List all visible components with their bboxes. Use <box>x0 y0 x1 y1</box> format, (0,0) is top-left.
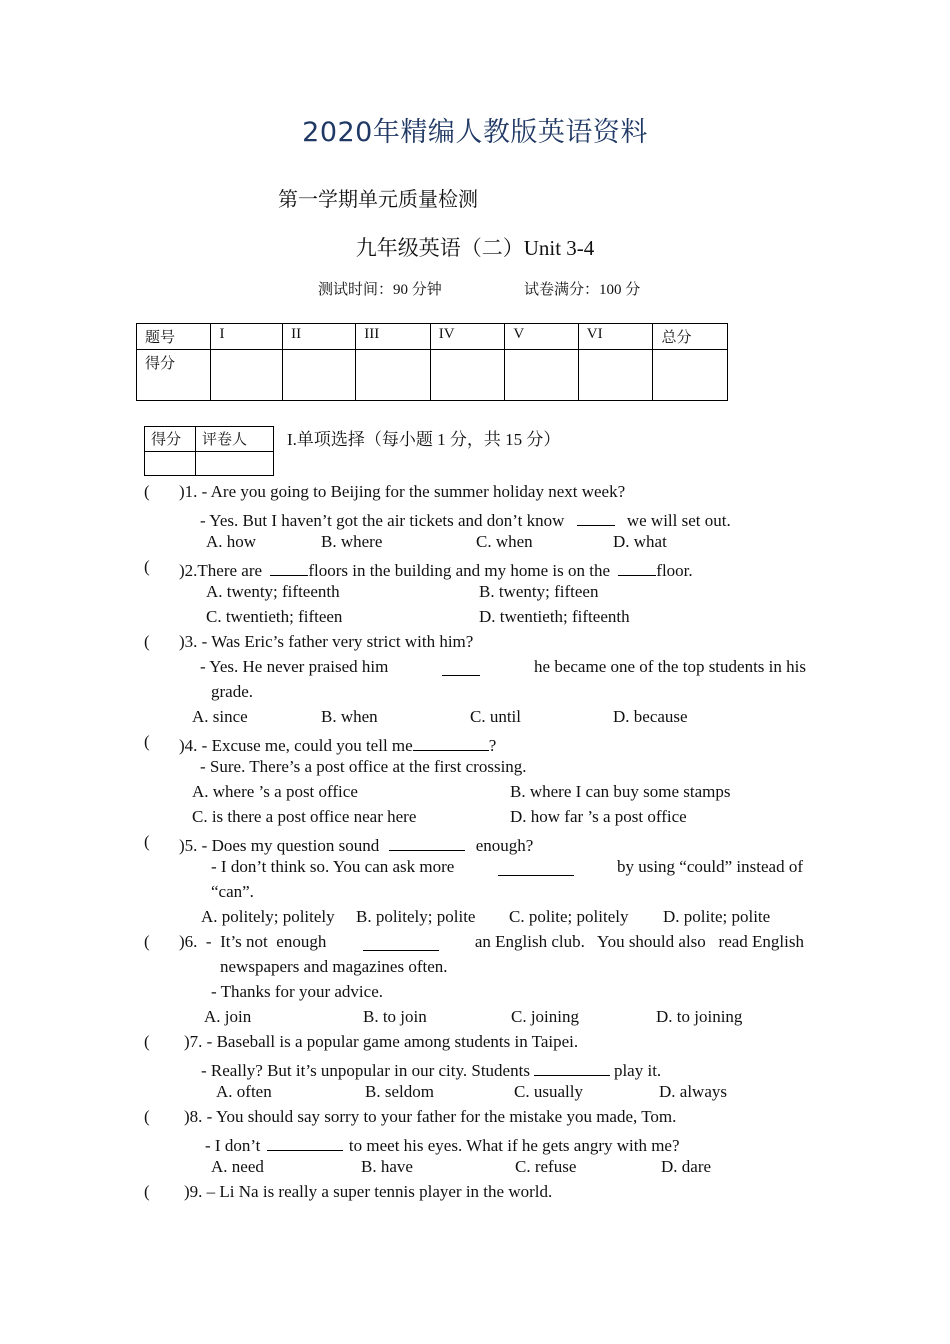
score-header-cell: VI <box>578 324 653 350</box>
q4-stem-a: )4. - Excuse me, could you tell me <box>179 736 413 755</box>
answer-paren: ( <box>144 932 150 951</box>
q1-option-b: B. where <box>321 532 383 551</box>
q5-option-c: C. polite; politely <box>509 907 629 926</box>
score-cell <box>653 350 728 401</box>
q5-stem <box>179 832 533 856</box>
q5-reply-c: “can”. <box>211 882 254 901</box>
answer-paren: ( <box>144 1182 150 1201</box>
score-table <box>136 323 728 401</box>
q2-option-d: D. twentieth; fifteenth <box>479 607 630 626</box>
q7-reply <box>201 1057 661 1081</box>
score-header-cell: IV <box>430 324 505 350</box>
q2-option-a: A. twenty; fifteenth <box>206 582 340 601</box>
q1-reply <box>200 507 731 531</box>
page-banner: 2020年精编人教版英语资料 <box>302 117 648 148</box>
q3-option-d: D. because <box>613 707 688 726</box>
q6-stem-c: newspapers and magazines often. <box>220 957 448 976</box>
score-cell <box>578 350 653 401</box>
q4-stem <box>179 732 496 756</box>
exam-title: 九年级英语（二）Unit 3-4 <box>355 236 595 260</box>
q2-option-b: B. twenty; fifteen <box>479 582 599 601</box>
q6-option-d: D. to joining <box>656 1007 743 1026</box>
q5-blank-2[interactable] <box>498 857 574 876</box>
q8-reply-b: to meet his eyes. What if he gets angry with me? <box>348 1136 680 1155</box>
score-cell <box>430 350 505 401</box>
q5-stem-a: )5. - Does my question sound <box>179 836 380 855</box>
q4-option-d: D. how far ’s a post office <box>510 807 687 826</box>
q8-stem: )8. - You should say sorry to your father for the mistake you made, Tom. <box>184 1107 677 1126</box>
q1-stem: )1. - Are you going to Beijing for the summer holiday next week? <box>179 482 626 501</box>
q6-stem <box>179 932 804 952</box>
q5-stem-b: enough? <box>475 836 534 855</box>
q8-option-d: D. dare <box>661 1157 712 1176</box>
q3-stem: )3. - Was Eric’s father very strict with him? <box>179 632 474 651</box>
q8-option-a: A. need <box>211 1157 264 1176</box>
exam-full-score: 试卷满分：100 分 <box>524 282 641 298</box>
q4-stem-b: ? <box>488 736 497 755</box>
grader-table <box>144 426 274 476</box>
q5-reply-b: by using “could” instead of <box>616 857 803 876</box>
q7-stem: )7. - Baseball is a popular game among students in Taipei. <box>184 1032 579 1051</box>
q2-blank-1[interactable] <box>270 557 308 576</box>
score-header-cell: I <box>211 324 283 350</box>
q2-stem-b: floors in the building and my home is on the <box>308 561 611 580</box>
q8-option-c: C. refuse <box>515 1157 577 1176</box>
score-header-cell: II <box>283 324 356 350</box>
q2-stem <box>179 557 693 581</box>
q4-blank[interactable] <box>413 732 489 751</box>
q6-reply: - Thanks for your advice. <box>211 982 383 1001</box>
grader-score-label: 得分 <box>145 427 196 452</box>
answer-paren: ( <box>144 1107 150 1126</box>
q5-option-b: B. politely; polite <box>356 907 476 926</box>
q7-option-c: C. usually <box>514 1082 583 1101</box>
q2-blank-2[interactable] <box>618 557 656 576</box>
q8-blank[interactable] <box>267 1132 343 1151</box>
q4-option-a: A. where ’s a post office <box>192 782 358 801</box>
exam-time: 测试时间：90 分钟 <box>318 282 442 298</box>
q6-option-c: C. joining <box>511 1007 580 1026</box>
q1-blank[interactable] <box>577 507 615 526</box>
answer-paren: ( <box>144 482 150 501</box>
q1-reply-a: - Yes. But I haven’t got the air tickets and don’t know <box>200 511 565 530</box>
score-table-score-row <box>137 350 728 401</box>
q3-option-c: C. until <box>470 707 522 726</box>
q4-option-b: B. where I can buy some stamps <box>510 782 731 801</box>
q1-option-d: D. what <box>613 532 667 551</box>
q7-option-b: B. seldom <box>365 1082 434 1101</box>
q3-blank[interactable] <box>442 657 480 676</box>
q4-option-c: C. is there a post office near here <box>192 807 417 826</box>
score-header-cell: III <box>356 324 430 350</box>
q3-reply-a: - Yes. He never praised him <box>200 657 389 676</box>
q3-reply <box>200 657 806 677</box>
answer-paren: ( <box>144 832 150 851</box>
q1-option-c: C. when <box>476 532 533 551</box>
q1-option-a: A. how <box>206 532 257 551</box>
score-header-cell: 题号 <box>137 324 211 350</box>
q6-stem-b: an English club. You should also read English <box>474 932 804 951</box>
q6-option-a: A. join <box>204 1007 252 1026</box>
q3-option-a: A. since <box>192 707 248 726</box>
q7-option-a: A. often <box>216 1082 272 1101</box>
q6-option-b: B. to join <box>363 1007 427 1026</box>
q5-reply-a: - I don’t think so. You can ask more <box>211 857 455 876</box>
q7-blank[interactable] <box>534 1057 610 1076</box>
q8-option-b: B. have <box>361 1157 413 1176</box>
q3-reply-b: he became one of the top students in his <box>534 657 806 676</box>
q8-reply-a: - I don’t <box>205 1136 261 1155</box>
answer-paren: ( <box>144 732 150 751</box>
score-cell <box>505 350 578 401</box>
q1-reply-b: we will set out. <box>626 511 731 530</box>
q7-option-d: D. always <box>659 1082 727 1101</box>
score-table-header-row <box>137 324 728 350</box>
score-header-cell: V <box>505 324 578 350</box>
q3-reply-c: grade. <box>211 682 254 701</box>
score-row-label: 得分 <box>137 350 211 401</box>
q6-stem-a: )6. - It’s not enough <box>179 932 327 951</box>
q7-reply-a: - Really? But it’s unpopular in our city. Students <box>201 1061 530 1080</box>
answer-paren: ( <box>144 557 150 576</box>
q5-reply <box>211 857 803 877</box>
score-cell <box>211 350 283 401</box>
q5-option-a: A. politely; politely <box>201 907 335 926</box>
q9-stem: )9. – Li Na is really a super tennis player in the world. <box>184 1182 553 1201</box>
q7-reply-b: play it. <box>613 1061 662 1080</box>
answer-paren: ( <box>144 1032 150 1051</box>
q2-stem-a: )2.There are <box>179 561 263 580</box>
q2-stem-c: floor. <box>656 561 693 580</box>
grader-name-cell <box>196 451 274 476</box>
q5-option-d: D. polite; polite <box>663 907 771 926</box>
answer-paren: ( <box>144 632 150 651</box>
q8-reply <box>205 1132 680 1156</box>
q4-reply: - Sure. There’s a post office at the first crossing. <box>200 757 527 776</box>
q3-option-b: B. when <box>321 707 378 726</box>
section-title: I.单项选择（每小题 1 分，共 15 分） <box>287 430 561 449</box>
score-header-cell: 总分 <box>653 324 728 350</box>
grader-name-label: 评卷人 <box>196 427 274 452</box>
q5-blank-1[interactable] <box>389 832 465 851</box>
q6-blank[interactable] <box>363 932 439 951</box>
grader-score-cell <box>145 451 196 476</box>
exam-subtitle: 第一学期单元质量检测 <box>278 189 478 211</box>
score-cell <box>283 350 356 401</box>
score-cell <box>356 350 430 401</box>
q2-option-c: C. twentieth; fifteen <box>206 607 343 626</box>
